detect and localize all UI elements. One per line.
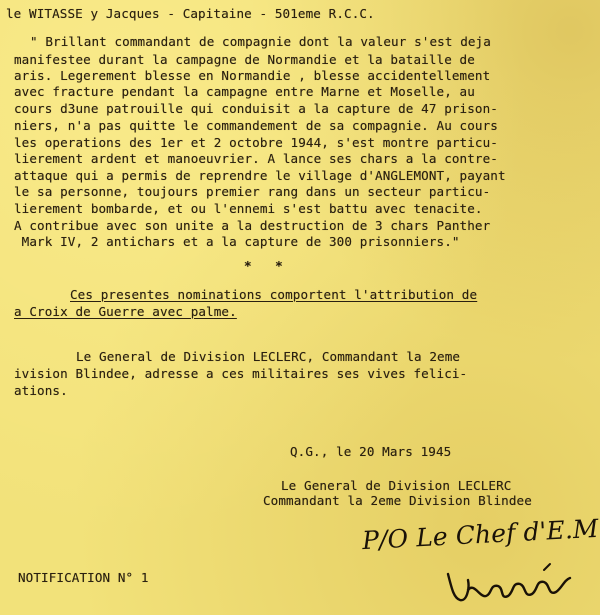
citation-line: niers, n'a pas quitte le commandement de sa compagnie. Au cours [14, 118, 498, 133]
felicitations-line: Le General de Division LECLERC, Commandant la 2eme [76, 349, 461, 364]
citation-line: lierement ardent et manoeuvrier. A lance ses chars a la contre- [14, 151, 498, 166]
citation-line: A contribue avec son unite a la destruction de 3 chars Panther [14, 218, 491, 233]
header-line: le WITASSE y Jacques - Capitaine - 501eme R.C.C. [6, 6, 375, 21]
place-date: Q.G., le 20 Mars 1945 [290, 444, 452, 459]
separator-stars: * * [244, 258, 291, 273]
citation-line: " Brillant commandant de compagnie dont la valeur s'est deja [30, 34, 491, 49]
handwritten-note: P/O Le Chef d'E.M [361, 513, 600, 556]
nominations-line: a Croix de Guerre avec palme. [14, 304, 237, 319]
handwritten-signature [440, 560, 580, 610]
citation-line: lierement bombarde, et ou l'ennemi s'est battu avec tenacite. [14, 201, 483, 216]
citation-line: cours d3une patrouille qui conduisit a la capture de 47 prison- [14, 101, 498, 116]
citation-line: avec fracture pendant la campagne entre Marne et Moselle, au [14, 84, 475, 99]
felicitations-line: ivision Blindee, adresse a ces militaires ses vives felici- [14, 366, 468, 381]
notification-number: NOTIFICATION N° 1 [18, 570, 149, 585]
signatory-command: Commandant la 2eme Division Blindee [263, 493, 532, 508]
citation-line: attaque qui a permis de reprendre le village d'ANGLEMONT, payant [14, 168, 506, 183]
citation-line: le sa personne, toujours premier rang dans un secteur particu- [14, 184, 491, 199]
citation-line: aris. Legerement blesse en Normandie , blesse accidentellement [14, 68, 491, 83]
signatory-title: Le General de Division LECLERC [281, 478, 512, 493]
citation-line: les operations des 1er et 2 octobre 1944, s'est montre particu- [14, 135, 498, 150]
citation-line: Mark IV, 2 antichars et a la capture de 300 prisonniers." [14, 234, 460, 249]
citation-line: manifestee durant la campagne de Normandie et la bataille de [14, 52, 475, 67]
felicitations-line: ations. [14, 383, 68, 398]
nominations-line: Ces presentes nominations comportent l'attribution de [70, 287, 478, 302]
